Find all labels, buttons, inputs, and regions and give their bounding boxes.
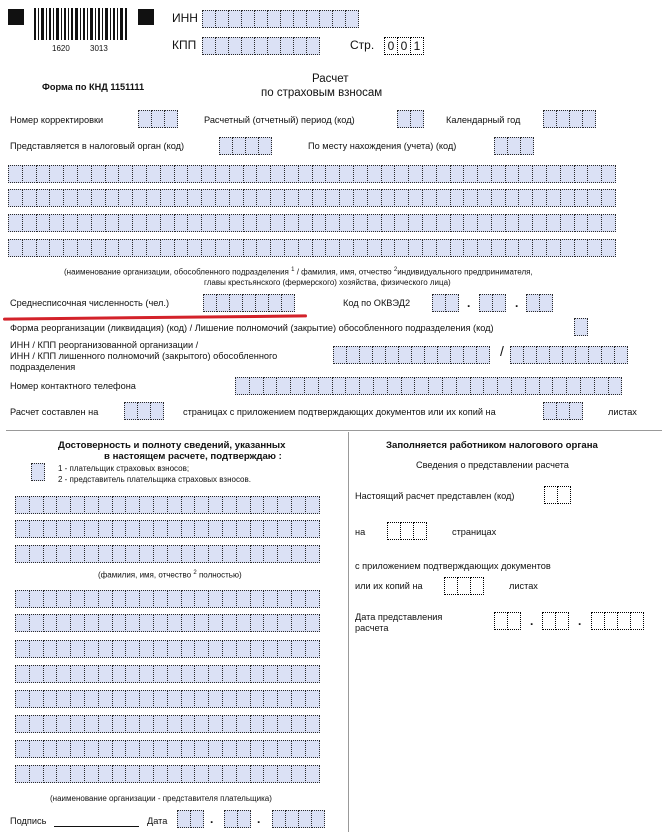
sign-date-year[interactable] xyxy=(272,810,324,828)
reorg-label: Форма реорганизации (ликвидация) (код) / Лишение полномочий (закрытие) обособленного подразделения (код) xyxy=(10,323,494,333)
rep-row-2[interactable] xyxy=(15,614,319,632)
form-title-line1: Расчет xyxy=(312,73,349,85)
year-label: Календарный год xyxy=(446,115,521,125)
corner-marker-right xyxy=(138,9,154,25)
page-digit-1: 0 xyxy=(384,37,398,55)
pages-label-2: страницах с приложением подтверждающих документов или их копий на xyxy=(183,407,496,417)
reorg-inn-line1: ИНН / КПП реорганизованной организации / xyxy=(10,340,199,350)
tax-authority-label: Представляется в налоговый орган (код) xyxy=(10,141,185,151)
org-caption-sup-1: 1 xyxy=(291,267,295,273)
correction-cells[interactable] xyxy=(138,110,177,128)
presented-date-sep-2: . xyxy=(578,614,582,628)
okved-separator-2: . xyxy=(515,296,519,310)
headcount-underline-annotation xyxy=(3,314,307,320)
org-name-caption-line2: главы крестьянского (фермерского) хозяйства, физического лица) xyxy=(204,278,451,287)
fio-row-1[interactable] xyxy=(15,496,319,514)
pages-label-3: листах xyxy=(608,407,637,417)
reorg-slash: / xyxy=(500,343,504,359)
signature-line[interactable] xyxy=(54,826,139,827)
reorg-kpp-cells[interactable] xyxy=(510,346,627,364)
fio-row-2[interactable] xyxy=(15,520,319,538)
presented-date-label-2: расчета xyxy=(355,623,389,633)
pages-label-1: Расчет составлен на xyxy=(10,407,99,417)
page-digit-2: 0 xyxy=(397,37,411,55)
barcode xyxy=(34,8,130,42)
phone-cells[interactable] xyxy=(235,377,621,395)
fio-caption-text: (фамилия, имя, отчество xyxy=(98,570,192,580)
org-caption-text-1: (наименование организации, обособленного подразделения xyxy=(64,267,289,277)
okved-cells-3[interactable] xyxy=(526,294,552,312)
attach-label-2: или их копий на xyxy=(355,581,423,591)
rep-row-1[interactable] xyxy=(15,590,319,608)
fio-caption-end: полностью) xyxy=(198,570,242,580)
fio-caption xyxy=(98,568,242,581)
attach-sheets-label: листах xyxy=(509,581,538,591)
presented-label: Настоящий расчет представлен (код) xyxy=(355,491,515,501)
column-divider xyxy=(348,432,349,832)
reorg-code-cell[interactable] xyxy=(574,318,587,336)
location-cells[interactable] xyxy=(494,137,533,155)
sign-date-sep-2: . xyxy=(257,812,261,826)
org-caption-text-3: индивидуального предпринимателя, xyxy=(397,267,533,277)
form-title-line2: по страховым взносам xyxy=(261,87,383,99)
phone-label: Номер контактного телефона xyxy=(10,381,136,391)
page-label: Стр. xyxy=(350,38,375,52)
knd-label: Форма по КНД 1151111 xyxy=(42,82,145,92)
confirm-title-line1: Достоверность и полноту сведений, указанных xyxy=(58,440,286,451)
presented-code-cells[interactable] xyxy=(544,486,570,504)
confirm-option-2: 2 - представитель плательщика страховых взносов. xyxy=(58,475,251,484)
period-cells[interactable] xyxy=(397,110,423,128)
inn-label: ИНН xyxy=(172,11,198,25)
barcode-number-left: 1620 xyxy=(52,44,70,53)
rep-row-4[interactable] xyxy=(15,665,319,683)
barcode-number-right: 3013 xyxy=(90,44,108,53)
rep-caption: (наименование организации - представителя плательщика) xyxy=(50,794,272,803)
confirm-title-line2: в настоящем расчете, подтверждаю : xyxy=(104,451,282,462)
fio-row-3[interactable] xyxy=(15,545,319,563)
okved-cells-1[interactable] xyxy=(432,294,458,312)
attach-count-cells[interactable] xyxy=(444,577,483,595)
kpp-cells[interactable] xyxy=(202,37,319,55)
confirm-option-1: 1 - плательщик страховых взносов; xyxy=(58,464,190,473)
on-label: на xyxy=(355,527,366,537)
rep-row-6[interactable] xyxy=(15,715,319,733)
corner-marker-left xyxy=(8,9,24,25)
okved-label: Код по ОКВЭД2 xyxy=(343,298,411,308)
org-name-row-1[interactable] xyxy=(8,165,615,183)
attach-sheets-cells[interactable] xyxy=(543,402,582,420)
presented-date-month[interactable] xyxy=(542,612,568,630)
org-caption-text-2: / фамилия, имя, отчество xyxy=(296,267,392,277)
headcount-cells[interactable] xyxy=(203,294,294,312)
headcount-label: Среднесписочная численность (чел.) xyxy=(10,298,170,308)
rep-row-8[interactable] xyxy=(15,765,319,783)
tax-office-title: Заполняется работником налогового органа xyxy=(386,440,598,451)
reorg-inn-line2: ИНН / КПП лишенного полномочий (закрытого) обособленного xyxy=(10,351,278,361)
sign-date-month[interactable] xyxy=(224,810,250,828)
year-cells[interactable] xyxy=(543,110,595,128)
org-name-row-4[interactable] xyxy=(8,239,615,257)
reorg-inn-line3: подразделения xyxy=(10,362,76,372)
sign-date-day[interactable] xyxy=(177,810,203,828)
presented-date-sep-1: . xyxy=(530,614,534,628)
org-caption-sup-2: 2 xyxy=(393,267,398,273)
tax-office-subtitle: Сведения о представлении расчета xyxy=(416,460,569,470)
period-label: Расчетный (отчетный) период (код) xyxy=(204,115,355,125)
page-digit-3: 1 xyxy=(410,37,424,55)
tax-authority-cells[interactable] xyxy=(219,137,271,155)
presented-date-year[interactable] xyxy=(591,612,643,630)
attach-label-1: с приложением подтверждающих документов xyxy=(355,561,551,571)
reorg-inn-cells[interactable] xyxy=(333,346,489,364)
presented-pages-cells[interactable] xyxy=(387,522,426,540)
page-number-cells xyxy=(384,37,423,55)
sign-date-sep-1: . xyxy=(210,812,214,826)
confirm-type-cell[interactable] xyxy=(31,463,44,481)
org-name-row-2[interactable] xyxy=(8,189,615,207)
okved-cells-2[interactable] xyxy=(479,294,505,312)
okved-separator-1: . xyxy=(467,296,471,310)
rep-row-5[interactable] xyxy=(15,690,319,708)
kpp-label: КПП xyxy=(172,38,197,52)
presented-date-day[interactable] xyxy=(494,612,520,630)
signature-label: Подпись xyxy=(10,816,47,826)
rep-row-3[interactable] xyxy=(15,640,319,658)
inn-cells[interactable] xyxy=(202,10,358,28)
pages-count-cells[interactable] xyxy=(124,402,163,420)
fio-caption-sup: 2 xyxy=(193,570,197,576)
correction-label: Номер корректировки xyxy=(10,115,104,125)
sign-date-label: Дата xyxy=(147,816,168,826)
rep-row-7[interactable] xyxy=(15,740,319,758)
org-name-caption xyxy=(64,265,533,278)
location-label: По месту нахождения (учета) (код) xyxy=(308,141,457,151)
presented-pages-label: страницах xyxy=(452,527,497,537)
presented-date-label-1: Дата представления xyxy=(355,612,443,622)
section-divider xyxy=(6,430,662,431)
org-name-row-3[interactable] xyxy=(8,214,615,232)
